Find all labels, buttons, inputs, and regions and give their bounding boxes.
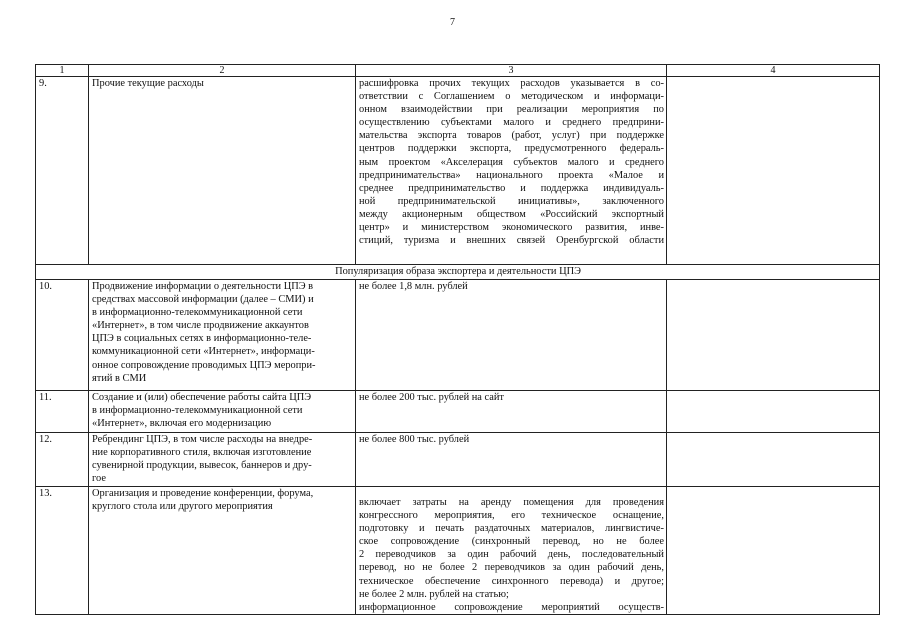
column-number-4: 4	[667, 65, 880, 77]
row-item-description: не более 1,8 млн. рублей	[356, 280, 667, 391]
text-line: ной предпринимательской инициативы», заключенного	[359, 195, 664, 207]
text-line: онное сопровождение проводимых ЦПЭ меропри-	[92, 359, 316, 371]
row-number: 10.	[36, 280, 89, 391]
text-line: конгрессного мероприятия, его техническое оснащение,	[359, 510, 664, 522]
column-number-2: 2	[89, 65, 356, 77]
text-line: не более 2 млн. рублей на статью;	[359, 588, 509, 600]
row-item-name	[89, 433, 356, 487]
text-line: среднее предпринимательство и поддержка индивидуаль-	[359, 182, 664, 194]
text-line: между акционерным обществом «Российский экспортный	[359, 208, 664, 220]
page-number: 7	[450, 17, 455, 28]
text-line: центр» и министерством экономического развития, инве-	[359, 222, 664, 234]
row-notes	[667, 391, 880, 433]
row-number: 13.	[36, 487, 89, 615]
row-item-name: Прочие текущие расходы	[89, 77, 356, 265]
text-line: Создание и (или) обеспечение работы сайта ЦПЭ	[92, 392, 312, 403]
text-line: ным проектом «Акселерация субъектов малого и среднего	[359, 156, 664, 168]
table-row	[36, 391, 880, 433]
row-number: 11.	[36, 391, 89, 433]
text-line: «Интернет», в том числе продвижение аккаунтов	[92, 320, 309, 332]
text-line: стиций, туризма и внешних связей Оренбургской области	[359, 235, 664, 247]
text-line: сувенирной продукции, вывесок, баннеров и дру-	[92, 460, 312, 472]
row-notes	[667, 280, 880, 391]
table-row	[36, 433, 880, 487]
text-line: в информационно-телекоммуникационной сети	[92, 307, 303, 319]
row-item-description	[356, 487, 667, 615]
expense-table	[35, 64, 880, 615]
text-line: коммуникационной сети «Интернет», информаци-	[92, 346, 315, 358]
row-notes	[667, 487, 880, 615]
column-number-1: 1	[36, 65, 89, 77]
text-line: подготовку и печать раздаточных материалов, лингвистиче-	[359, 523, 664, 535]
row-notes	[667, 77, 880, 265]
row-item-name	[89, 391, 356, 433]
text-line: Организация и проведение конференции, форума,	[92, 488, 314, 499]
row-item-name	[89, 487, 356, 615]
column-number-3: 3	[356, 65, 667, 77]
text-line: онном взаимодействии при реализации мероприятия по	[359, 104, 664, 116]
section-title: Популяризация образа экспортера и деятельности ЦПЭ	[36, 265, 880, 280]
text-line: круглого стола или другого мероприятия	[92, 501, 273, 513]
row-item-description: не более 200 тыс. рублей на сайт	[356, 391, 667, 433]
text-line: центров поддержки экспорта, предусмотренного федераль-	[359, 143, 664, 155]
table-row	[36, 280, 880, 391]
text-line: Ребрендинг ЦПЭ, в том числе расходы на внедре-	[92, 434, 313, 445]
text-line: средствах массовой информации (далее – СМИ) и	[92, 294, 314, 306]
text-line: расшифровка прочих текущих расходов указывается в со-	[359, 78, 664, 89]
table-row	[36, 487, 880, 615]
section-header-row	[36, 265, 880, 280]
text-line: предпринимательства» национального проекта «Малое и	[359, 169, 664, 181]
text-line: ское сопровождение (синхронный перевод, но не более	[359, 536, 664, 548]
text-line: включает затраты на аренду помещения для проведения	[359, 497, 664, 508]
row-item-name	[89, 280, 356, 391]
text-line: ние корпоративного стиля, включая изготовление	[92, 447, 312, 459]
text-line: 2 переводчиков за один рабочий день, последовательный	[359, 549, 664, 561]
table-row	[36, 77, 880, 265]
text-line: ответствии с Соглашением о методическом и информаци-	[359, 91, 664, 103]
text-line: «Интернет», включая его модернизацию	[92, 418, 272, 430]
text-line: ЦПЭ в социальных сетях в информационно-теле-	[92, 333, 312, 345]
text-line: информационное сопровождение мероприятий осуществ-	[359, 601, 664, 613]
row-notes	[667, 433, 880, 487]
text-line: ятий в СМИ	[92, 372, 147, 384]
text-line: осуществлению субъектами малого и среднего предприни-	[359, 117, 664, 129]
row-item-description: не более 800 тыс. рублей	[356, 433, 667, 487]
text-line: техническое обеспечение синхронного перевода) и другое;	[359, 575, 664, 587]
text-line: перевод, но не более 2 переводчиков за один рабочий день,	[359, 562, 664, 574]
text-line: Продвижение информации о деятельности ЦПЭ в	[92, 281, 314, 292]
text-line: в информационно-телекоммуникационной сети	[92, 405, 303, 417]
text-line: мательства экспорта товаров (работ, услуг) при поддержке	[359, 130, 664, 142]
row-number: 9.	[36, 77, 89, 265]
row-number: 12.	[36, 433, 89, 487]
text-line: гое	[92, 473, 106, 485]
row-item-description	[356, 77, 667, 265]
column-number-row	[36, 65, 880, 77]
